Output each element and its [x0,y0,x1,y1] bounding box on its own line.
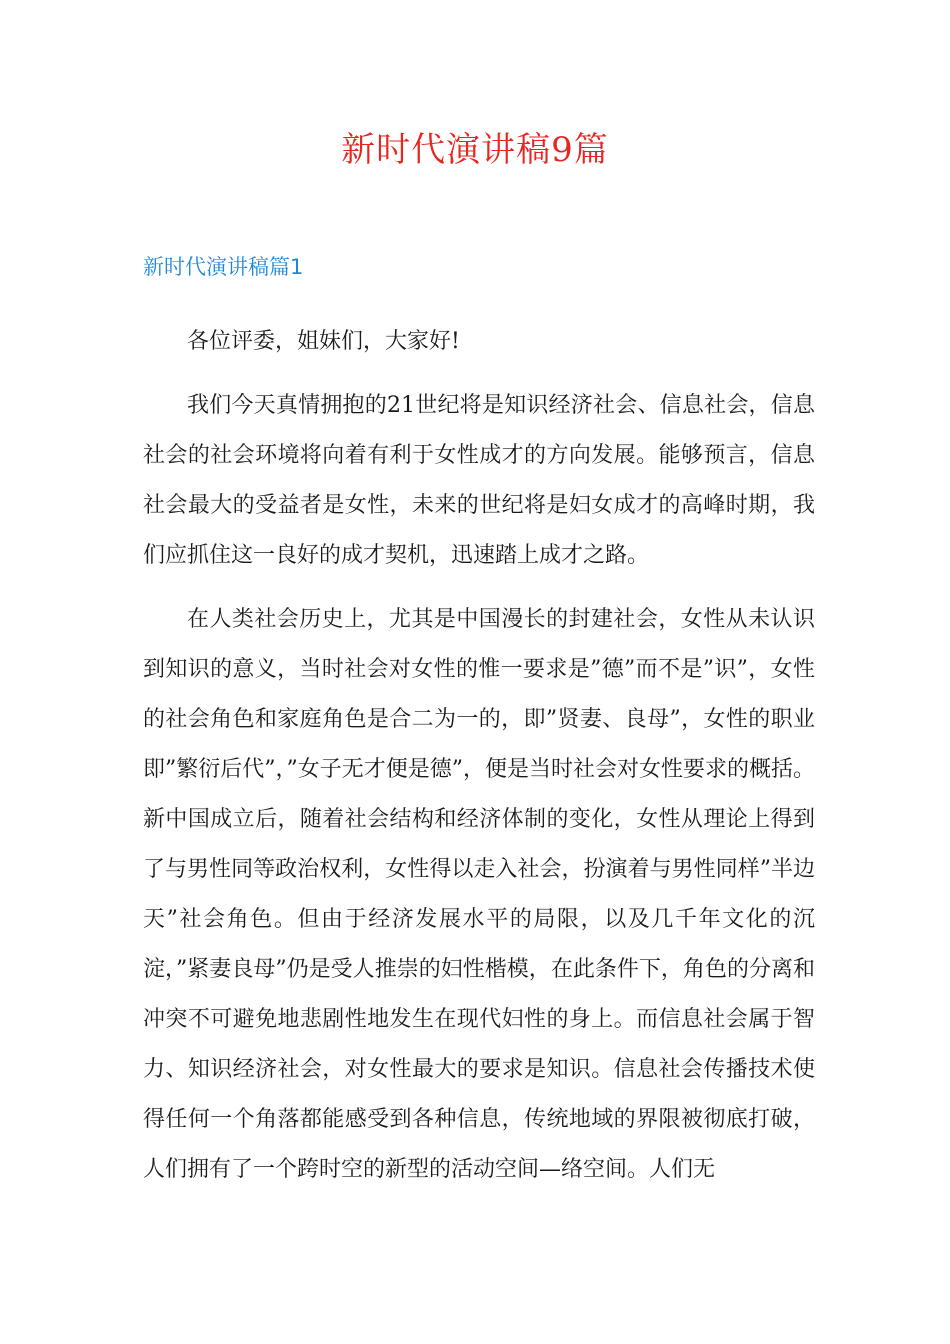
paragraph-history: 在人类社会历史上，尤其是中国漫长的封建社会，女性从未认识到知识的意义，当时社会对女性的惟一要求是”德”而不是”识”，女性的社会角色和家庭角色是合二为一的，即”贤妻、良母”，女性的职业即”繁衍后代”，”女子无才便是德”，便是当时社会对女性要求的概括。新中国成立后，随着社会结构和经济体制的变化，女性从理论上得到了与男性同等政治权利，女性得以走入社会，扮演着与男性同样”半边天”社会角色。但由于经济发展水平的局限，以及几千年文化的沉淀，”紧妻良母”仍是受人推崇的妇性楷模，在此条件下，角色的分离和冲突不可避免地悲剧性地发生在现代妇性的身上。而信息社会属于智力、知识经济社会，对女性最大的要求是知识。信息社会传播技术使得任何一个角落都能感受到各种信息，传统地域的界限被彻底打破，人们拥有了一个跨时空的新型的活动空间—络空间。人们无 [143,607,815,1182]
section-heading: 新时代演讲稿篇1 [143,255,304,279]
document-body [143,317,815,1209]
paragraph-information-society: 我们今天真情拥抱的21世纪将是知识经济社会、信息社会，信息社会的社会环境将向着有利于女性成才的方向发展。能够预言，信息社会最大的受益者是女性，未来的世纪将是妇女成才的高峰时期，我们应抓住这一良好的成才契机，迅速踏上成才之路。 [143,393,815,568]
document-title: 新时代演讲稿9篇 [341,130,609,170]
paragraph-greeting: 各位评委，姐妹们，大家好! [187,329,460,354]
